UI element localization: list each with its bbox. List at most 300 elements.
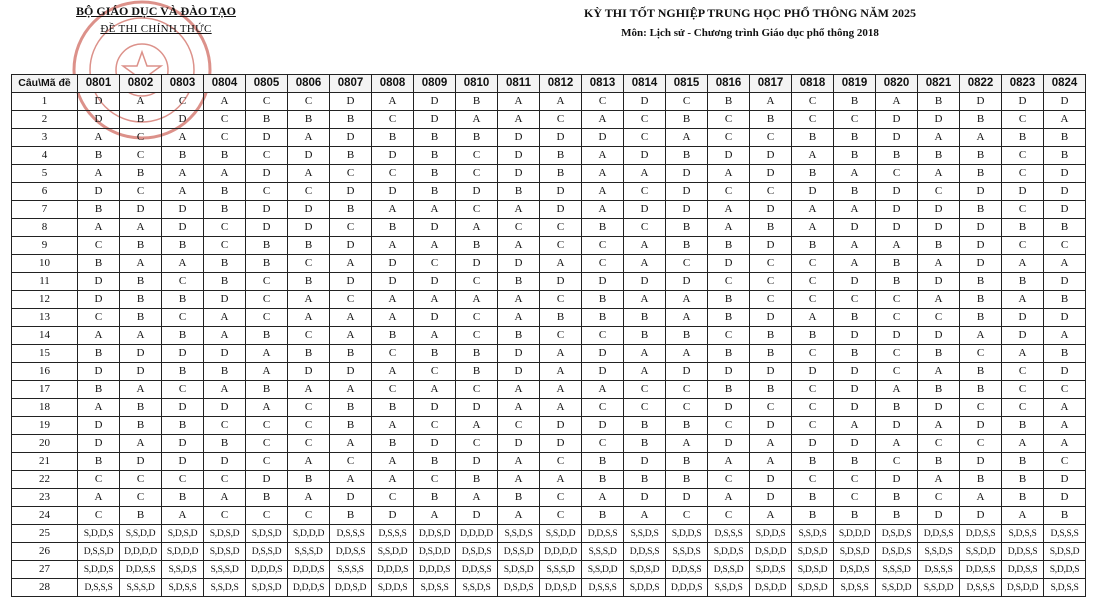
answer-cell: C — [582, 435, 624, 453]
answer-cell: S,D,D,S — [78, 561, 120, 579]
answer-cell: C — [666, 381, 708, 399]
answer-cell: C — [120, 471, 162, 489]
answer-cell: A — [918, 255, 960, 273]
answer-cell: B — [708, 237, 750, 255]
answer-cell: A — [1002, 291, 1044, 309]
answer-cell: S,D,S,D — [834, 543, 876, 561]
answer-cell: A — [120, 435, 162, 453]
answer-cell: A — [498, 453, 540, 471]
answer-cell: A — [624, 255, 666, 273]
answer-cell: A — [414, 327, 456, 345]
answer-cell: B — [1044, 345, 1086, 363]
answer-cell: C — [876, 363, 918, 381]
answer-cell: D — [876, 183, 918, 201]
answer-cell: C — [834, 291, 876, 309]
answer-cell: C — [1002, 147, 1044, 165]
answer-cell: D — [1044, 489, 1086, 507]
answer-cell: B — [582, 453, 624, 471]
answer-cell: C — [246, 291, 288, 309]
answer-cell: D — [414, 219, 456, 237]
answer-cell: D — [750, 237, 792, 255]
answer-cell: A — [708, 489, 750, 507]
answer-cell: A — [120, 93, 162, 111]
answer-cell: C — [918, 435, 960, 453]
answer-cell: B — [666, 327, 708, 345]
answer-cell: B — [456, 345, 498, 363]
answer-cell: D — [78, 291, 120, 309]
answer-cell: D,D,D,S — [288, 561, 330, 579]
answer-cell: A — [162, 129, 204, 147]
question-number: 6 — [12, 183, 78, 201]
answer-cell: S,S,S,S — [330, 561, 372, 579]
answer-cell: D — [918, 399, 960, 417]
question-number: 7 — [12, 201, 78, 219]
answer-cell: C — [708, 327, 750, 345]
answer-cell: B — [960, 309, 1002, 327]
table-row — [12, 183, 1086, 201]
answer-cell: A — [414, 201, 456, 219]
answer-cell: C — [414, 417, 456, 435]
answer-cell: D — [624, 201, 666, 219]
answer-cell: A — [708, 453, 750, 471]
answer-cell: D,D,S,S — [666, 561, 708, 579]
answer-cell: A — [1044, 417, 1086, 435]
answer-cell: D — [792, 363, 834, 381]
answer-cell: B — [750, 345, 792, 363]
answer-cell: B — [666, 111, 708, 129]
answer-cell: A — [288, 309, 330, 327]
question-number: 8 — [12, 219, 78, 237]
answer-cell: B — [750, 111, 792, 129]
answer-cell: D — [750, 165, 792, 183]
answer-cell: A — [498, 471, 540, 489]
table-header-row — [12, 75, 1086, 93]
answer-cell: C — [288, 399, 330, 417]
answer-cell: S,D,S,S — [1002, 525, 1044, 543]
table-row — [12, 435, 1086, 453]
exam-code-header: 0823 — [1002, 75, 1044, 93]
answer-cell: D — [498, 147, 540, 165]
answer-cell: A — [540, 363, 582, 381]
answer-cell: C — [792, 93, 834, 111]
answer-cell: B — [666, 147, 708, 165]
answer-cell: C — [750, 291, 792, 309]
question-number: 10 — [12, 255, 78, 273]
answer-cell: D — [498, 255, 540, 273]
answer-cell: B — [708, 345, 750, 363]
answer-cell: D — [246, 129, 288, 147]
answer-cell: D — [834, 381, 876, 399]
answer-cell: B — [540, 147, 582, 165]
answer-cell: S,D,D,S — [624, 579, 666, 597]
answer-cell: D — [960, 255, 1002, 273]
answer-cell: C — [582, 399, 624, 417]
table-row — [12, 417, 1086, 435]
answer-cell: A — [330, 435, 372, 453]
answer-cell: C — [1002, 201, 1044, 219]
answer-cell: B — [1044, 129, 1086, 147]
answer-cell: B — [330, 399, 372, 417]
answer-cell: A — [540, 255, 582, 273]
table-row — [12, 201, 1086, 219]
answer-cell: A — [624, 237, 666, 255]
answer-cell: D — [414, 435, 456, 453]
answer-cell: C — [288, 417, 330, 435]
exam-code-header: 0816 — [708, 75, 750, 93]
answer-cell: A — [456, 219, 498, 237]
answer-cell: A — [582, 111, 624, 129]
answer-cell: A — [834, 165, 876, 183]
answer-cell: C — [204, 237, 246, 255]
answer-cell: S,D,S,D — [624, 561, 666, 579]
answer-cell: B — [666, 237, 708, 255]
question-number: 12 — [12, 291, 78, 309]
answer-cell: C — [246, 183, 288, 201]
answer-cell: C — [246, 93, 288, 111]
answer-cell: B — [246, 327, 288, 345]
answer-cell: B — [204, 435, 246, 453]
answer-cell: C — [834, 111, 876, 129]
answer-cell: B — [582, 471, 624, 489]
answer-cell: B — [918, 147, 960, 165]
exam-code-header: 0806 — [288, 75, 330, 93]
answer-cell: D — [582, 273, 624, 291]
answer-cell: A — [162, 255, 204, 273]
answer-cell: A — [876, 381, 918, 399]
answer-cell: A — [372, 309, 414, 327]
table-row — [12, 255, 1086, 273]
answer-cell: D,D,S,S — [456, 561, 498, 579]
answer-cell: C — [918, 309, 960, 327]
answer-cell: C — [876, 345, 918, 363]
answer-cell: D,S,D,S — [456, 543, 498, 561]
answer-cell: B — [330, 111, 372, 129]
answer-cell: C — [1002, 399, 1044, 417]
answer-cell: C — [204, 507, 246, 525]
answer-cell: A — [918, 363, 960, 381]
answer-cell: B — [960, 165, 1002, 183]
answer-cell: A — [1044, 435, 1086, 453]
exam-code-header: 0804 — [204, 75, 246, 93]
table-row — [12, 273, 1086, 291]
answer-cell: D — [372, 183, 414, 201]
answer-cell: S,D,S,D — [162, 525, 204, 543]
answer-cell: D — [120, 363, 162, 381]
answer-cell: D — [162, 345, 204, 363]
answer-cell: B — [414, 165, 456, 183]
answer-cell: C — [162, 93, 204, 111]
answer-cell: D — [876, 111, 918, 129]
answer-cell: A — [876, 237, 918, 255]
answer-cell: B — [1002, 471, 1044, 489]
answer-cell: D,D,D,D — [540, 543, 582, 561]
answer-cell: D — [246, 219, 288, 237]
answer-cell: D — [540, 129, 582, 147]
answer-cell: S,S,D,S — [498, 525, 540, 543]
question-number: 18 — [12, 399, 78, 417]
question-number: 22 — [12, 471, 78, 489]
answer-cell: D,S,D,S — [498, 579, 540, 597]
answer-cell: S,D,S,D — [204, 525, 246, 543]
answer-cell: C — [792, 291, 834, 309]
answer-cell: A — [456, 417, 498, 435]
answer-cell: C — [1044, 237, 1086, 255]
answer-cell: A — [162, 183, 204, 201]
answer-cell: B — [120, 237, 162, 255]
answer-cell: D — [624, 453, 666, 471]
exam-code-header: 0810 — [456, 75, 498, 93]
answer-cell: B — [792, 507, 834, 525]
question-number: 9 — [12, 237, 78, 255]
answer-cell: C — [792, 345, 834, 363]
answer-cell: B — [162, 417, 204, 435]
answer-cell: B — [918, 345, 960, 363]
question-number: 14 — [12, 327, 78, 345]
answer-cell: B — [78, 201, 120, 219]
answer-cell: C — [708, 183, 750, 201]
answer-cell: D — [624, 93, 666, 111]
answer-cell: D — [1044, 471, 1086, 489]
answer-cell: C — [876, 165, 918, 183]
answer-cell: A — [792, 309, 834, 327]
table-row — [12, 291, 1086, 309]
answer-cell: D — [918, 111, 960, 129]
answer-cell: D — [960, 183, 1002, 201]
answer-cell: A — [372, 363, 414, 381]
exam-code-header: 0808 — [372, 75, 414, 93]
answer-cell: D — [708, 255, 750, 273]
answer-cell: D — [708, 147, 750, 165]
answer-cell: C — [330, 219, 372, 237]
answer-cell: B — [540, 165, 582, 183]
answer-cell: D — [78, 183, 120, 201]
exam-code-header: 0811 — [498, 75, 540, 93]
answer-cell: S,S,D,S — [456, 579, 498, 597]
answer-cell: C — [1002, 363, 1044, 381]
answer-cell: C — [582, 255, 624, 273]
answer-cell: D — [750, 417, 792, 435]
answer-cell: B — [120, 273, 162, 291]
question-number: 4 — [12, 147, 78, 165]
answer-cell: C — [246, 273, 288, 291]
answer-cell: A — [540, 381, 582, 399]
answer-cell: S,D,S,D — [792, 561, 834, 579]
question-number: 1 — [12, 93, 78, 111]
answer-cell: A — [582, 381, 624, 399]
answer-cell: B — [456, 363, 498, 381]
answer-cell: D — [540, 273, 582, 291]
answer-cell: C — [288, 255, 330, 273]
answer-cell: B — [288, 345, 330, 363]
answer-cell: B — [288, 273, 330, 291]
answer-cell: B — [330, 345, 372, 363]
answer-cell: D — [78, 93, 120, 111]
answer-cell: B — [918, 237, 960, 255]
answer-cell: D — [204, 399, 246, 417]
answer-cell: A — [372, 471, 414, 489]
answer-key-table — [11, 74, 1086, 597]
answer-cell: A — [414, 291, 456, 309]
answer-cell: B — [414, 129, 456, 147]
answer-cell: A — [204, 309, 246, 327]
answer-cell: B — [246, 111, 288, 129]
question-number: 2 — [12, 111, 78, 129]
answer-cell: D,D,D,S — [414, 561, 456, 579]
table-row — [12, 489, 1086, 507]
answer-cell: B — [372, 219, 414, 237]
answer-cell: D — [162, 111, 204, 129]
answer-cell: A — [918, 165, 960, 183]
answer-cell: B — [750, 327, 792, 345]
answer-cell: D — [78, 111, 120, 129]
answer-cell: B — [1002, 273, 1044, 291]
answer-cell: C — [288, 507, 330, 525]
answer-cell: B — [120, 165, 162, 183]
answer-cell: C — [372, 111, 414, 129]
answer-cell: A — [498, 507, 540, 525]
question-number: 5 — [12, 165, 78, 183]
table-row — [12, 219, 1086, 237]
answer-cell: C — [246, 507, 288, 525]
table-row — [12, 579, 1086, 597]
answer-cell: A — [288, 453, 330, 471]
answer-cell: D — [666, 489, 708, 507]
table-row — [12, 237, 1086, 255]
answer-cell: S,D,S,D — [246, 525, 288, 543]
question-number: 25 — [12, 525, 78, 543]
answer-cell: D — [120, 201, 162, 219]
answer-cell: C — [624, 129, 666, 147]
answer-cell: C — [1002, 237, 1044, 255]
answer-cell: B — [162, 327, 204, 345]
answer-cell: C — [1044, 381, 1086, 399]
table-row — [12, 363, 1086, 381]
exam-code-header: 0801 — [78, 75, 120, 93]
answer-cell: D — [414, 273, 456, 291]
answer-cell: D — [414, 399, 456, 417]
answer-cell: D — [750, 201, 792, 219]
answer-cell: D,S,S,S — [708, 525, 750, 543]
exam-code-header: 0818 — [792, 75, 834, 93]
answer-cell: D — [918, 273, 960, 291]
answer-cell: S,D,S,D — [792, 579, 834, 597]
answer-cell: D — [834, 219, 876, 237]
answer-cell: D — [960, 237, 1002, 255]
answer-cell: B — [582, 291, 624, 309]
answer-cell: A — [330, 327, 372, 345]
answer-cell: D — [498, 129, 540, 147]
answer-cell: B — [960, 363, 1002, 381]
answer-cell: D — [1002, 183, 1044, 201]
answer-cell: A — [960, 129, 1002, 147]
answer-cell: A — [204, 489, 246, 507]
answer-cell: A — [918, 471, 960, 489]
answer-cell: A — [1002, 345, 1044, 363]
answer-cell: S,D,D,S — [78, 525, 120, 543]
answer-cell: C — [582, 93, 624, 111]
answer-cell: B — [918, 381, 960, 399]
answer-cell: D — [1044, 273, 1086, 291]
answer-cell: D — [498, 363, 540, 381]
answer-cell: D,S,D,S — [834, 561, 876, 579]
answer-cell: D,D,S,S — [960, 525, 1002, 543]
answer-cell: C — [288, 435, 330, 453]
answer-cell: B — [120, 399, 162, 417]
answer-cell: A — [330, 381, 372, 399]
exam-code-header: 0822 — [960, 75, 1002, 93]
answer-cell: B — [624, 471, 666, 489]
answer-cell: A — [288, 129, 330, 147]
answer-cell: C — [624, 183, 666, 201]
answer-cell: B — [834, 183, 876, 201]
table-row — [12, 453, 1086, 471]
answer-cell: B — [582, 309, 624, 327]
answer-cell: B — [960, 471, 1002, 489]
answer-cell: C — [414, 255, 456, 273]
answer-cell: C — [540, 327, 582, 345]
answer-cell: D — [456, 507, 498, 525]
answer-cell: A — [414, 507, 456, 525]
question-number: 21 — [12, 453, 78, 471]
answer-cell: B — [246, 255, 288, 273]
answer-cell: C — [876, 291, 918, 309]
answer-cell: A — [960, 327, 1002, 345]
answer-cell: D — [582, 345, 624, 363]
answer-cell: D — [540, 201, 582, 219]
answer-cell: C — [708, 417, 750, 435]
answer-cell: A — [624, 345, 666, 363]
answer-cell: D — [330, 129, 372, 147]
answer-cell: A — [750, 435, 792, 453]
answer-cell: B — [876, 147, 918, 165]
answer-cell: A — [288, 291, 330, 309]
answer-cell: C — [78, 471, 120, 489]
answer-cell: B — [204, 273, 246, 291]
answer-cell: A — [456, 111, 498, 129]
answer-cell: B — [288, 237, 330, 255]
answer-cell: D — [960, 93, 1002, 111]
answer-cell: C — [750, 273, 792, 291]
answer-cell: B — [1044, 219, 1086, 237]
answer-cell: A — [372, 291, 414, 309]
answer-cell: D — [750, 489, 792, 507]
answer-cell: D,D,S,S — [330, 543, 372, 561]
answer-cell: D — [330, 363, 372, 381]
exam-code-header: 0812 — [540, 75, 582, 93]
answer-cell: S,S,S,D — [876, 561, 918, 579]
answer-cell: S,D,D,S — [666, 525, 708, 543]
ministry-header — [36, 4, 276, 35]
answer-cell: D — [456, 183, 498, 201]
table-row — [12, 129, 1086, 147]
answer-cell: C — [834, 471, 876, 489]
answer-cell: B — [834, 129, 876, 147]
answer-cell: C — [456, 381, 498, 399]
answer-cell: D — [498, 345, 540, 363]
ministry-name: BỘ GIÁO DỤC VÀ ĐÀO TẠO — [76, 4, 236, 18]
answer-cell: D,S,D,D — [750, 543, 792, 561]
exam-code-header: 0807 — [330, 75, 372, 93]
answer-cell: A — [1044, 399, 1086, 417]
answer-cell: D — [666, 363, 708, 381]
answer-cell: B — [1002, 453, 1044, 471]
answer-cell: B — [498, 273, 540, 291]
answer-cell: A — [624, 363, 666, 381]
answer-cell: A — [624, 507, 666, 525]
answer-cell: B — [162, 489, 204, 507]
answer-cell: C — [708, 471, 750, 489]
answer-cell: C — [540, 111, 582, 129]
